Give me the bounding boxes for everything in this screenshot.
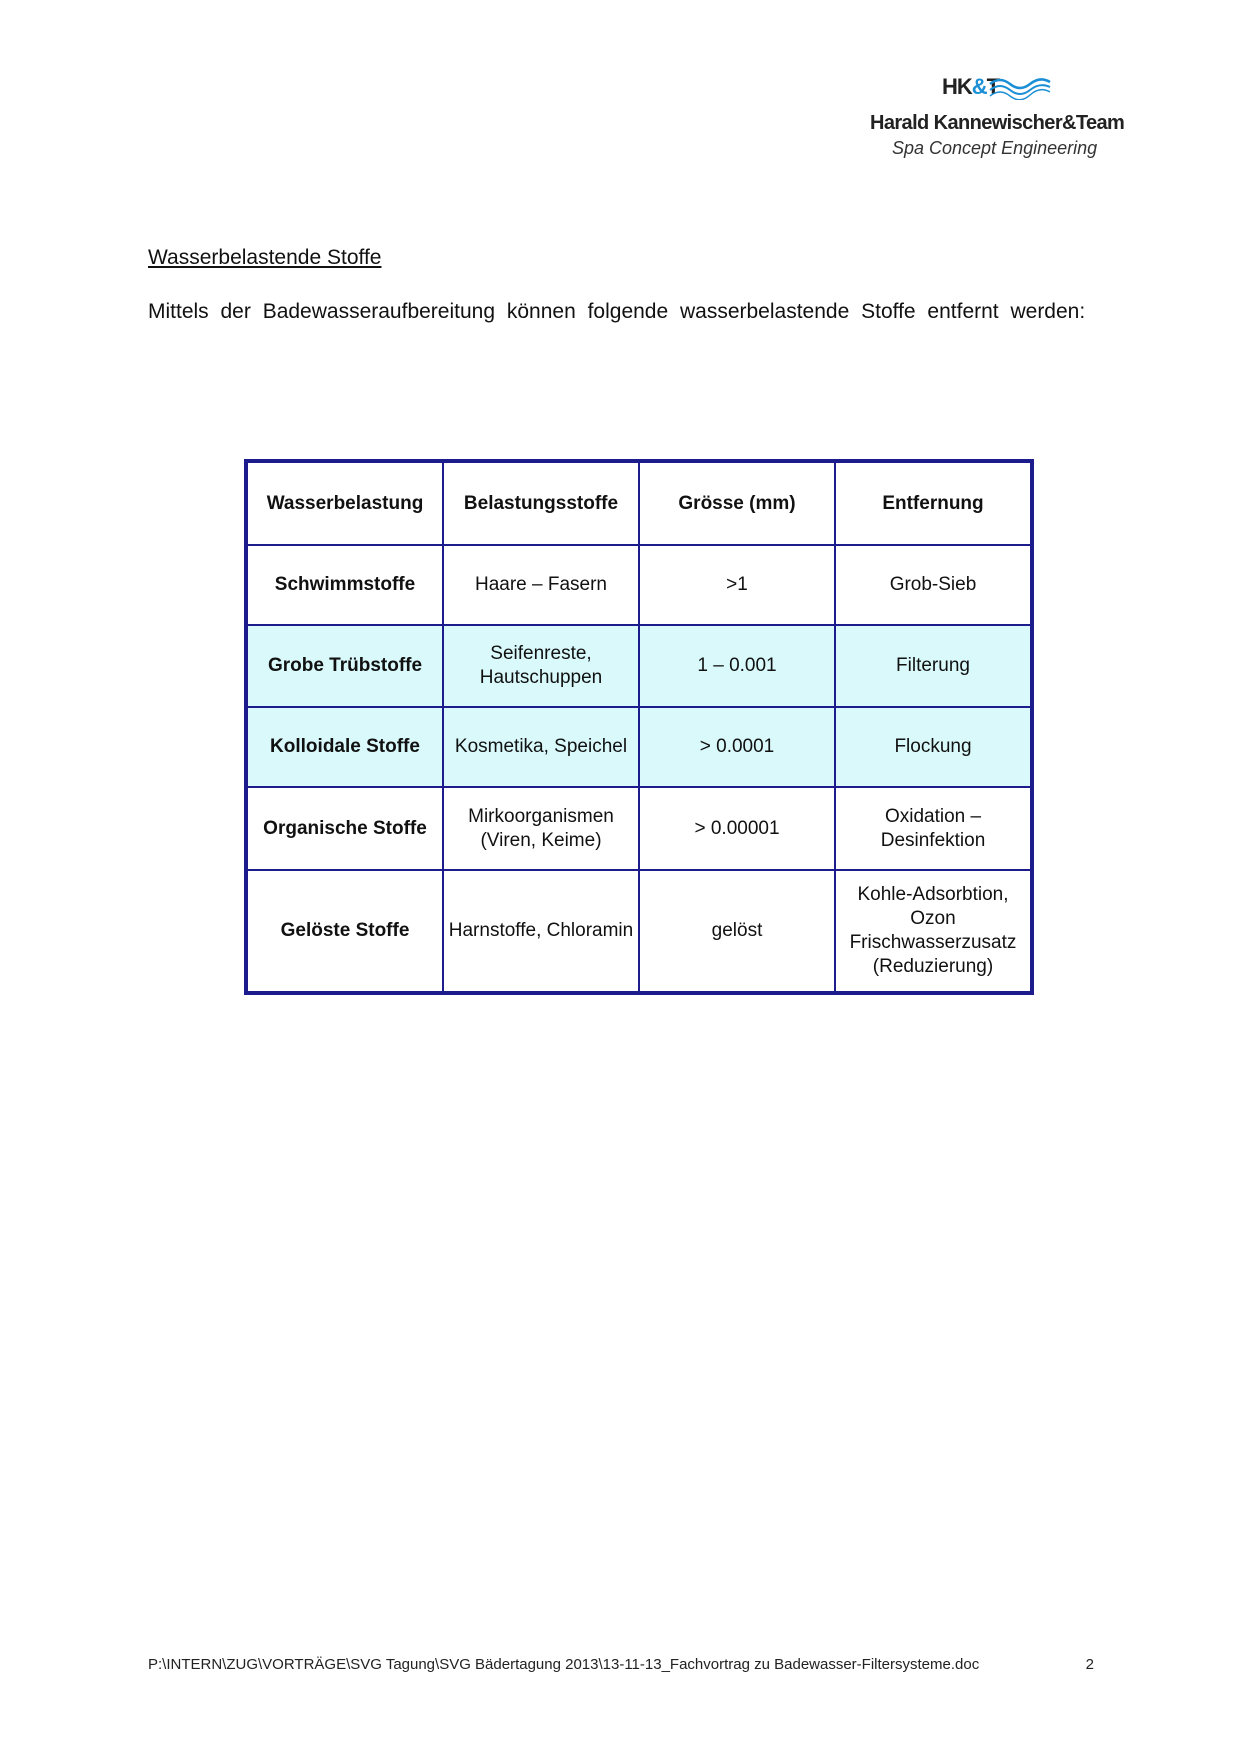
table-row	[246, 787, 1032, 870]
cell-substances: Mirkoorganismen (Viren, Keime)	[443, 787, 639, 870]
table-row	[246, 707, 1032, 787]
cell-size: > 0.00001	[639, 787, 835, 870]
table-header-row	[246, 461, 1032, 545]
logo-company-name: Harald Kannewischer&Team	[870, 112, 1125, 134]
intro-paragraph: Mittels der Badewasseraufbereitung können folgende wasserbelastende Stoffe entfernt werden:	[148, 300, 1086, 323]
footer-page-number: 2	[1085, 1656, 1094, 1673]
header-cell-size: Grösse (mm)	[639, 461, 835, 545]
cell-size: gelöst	[639, 870, 835, 993]
cell-load: Organische Stoffe	[246, 787, 443, 870]
cell-removal: Oxidation – Desinfektion	[835, 787, 1032, 870]
company-logo	[860, 70, 1125, 170]
table-row	[246, 545, 1032, 625]
cell-substances: Haare – Fasern	[443, 545, 639, 625]
cell-substances: Harnstoffe, Chloramin	[443, 870, 639, 993]
logo-hk: HK	[942, 74, 972, 99]
cell-size: 1 – 0.001	[639, 625, 835, 707]
cell-load: Kolloidale Stoffe	[246, 707, 443, 787]
cell-substances: Kosmetika, Speichel	[443, 707, 639, 787]
cell-load: Gelöste Stoffe	[246, 870, 443, 993]
cell-removal: Filterung	[835, 625, 1032, 707]
logo-t: T	[986, 74, 1000, 99]
logo-tagline: Spa Concept Engineering	[892, 138, 1098, 158]
header-cell-load: Wasserbelastung	[246, 461, 443, 545]
cell-load: Grobe Trübstoffe	[246, 625, 443, 707]
cell-removal: Kohle-Adsorbtion, Ozon Frischwasserzusatz (Reduzierung)	[835, 870, 1032, 993]
logo-amp: &	[971, 74, 987, 99]
cell-removal: Flockung	[835, 707, 1032, 787]
cell-substances: Seifenreste, Hautschuppen	[443, 625, 639, 707]
table-row	[246, 870, 1032, 993]
page-footer	[148, 1656, 1094, 1673]
cell-load: Schwimmstoffe	[246, 545, 443, 625]
cell-removal: Grob-Sieb	[835, 545, 1032, 625]
contaminants-table	[244, 459, 1034, 995]
cell-size: >1	[639, 545, 835, 625]
header-cell-substances: Belastungsstoffe	[443, 461, 639, 545]
section-heading: Wasserbelastende Stoffe	[148, 246, 382, 269]
cell-size: > 0.0001	[639, 707, 835, 787]
contaminants-table-wrapper	[244, 459, 1034, 995]
footer-file-path: P:\INTERN\ZUG\VORTRÄGE\SVG Tagung\SVG Bädertagung 2013\13-11-13_Fachvortrag zu Badewasser-Filtersysteme.doc	[148, 1656, 980, 1673]
header-cell-removal: Entfernung	[835, 461, 1032, 545]
table-row	[246, 625, 1032, 707]
logo-waves-icon	[988, 74, 1058, 100]
